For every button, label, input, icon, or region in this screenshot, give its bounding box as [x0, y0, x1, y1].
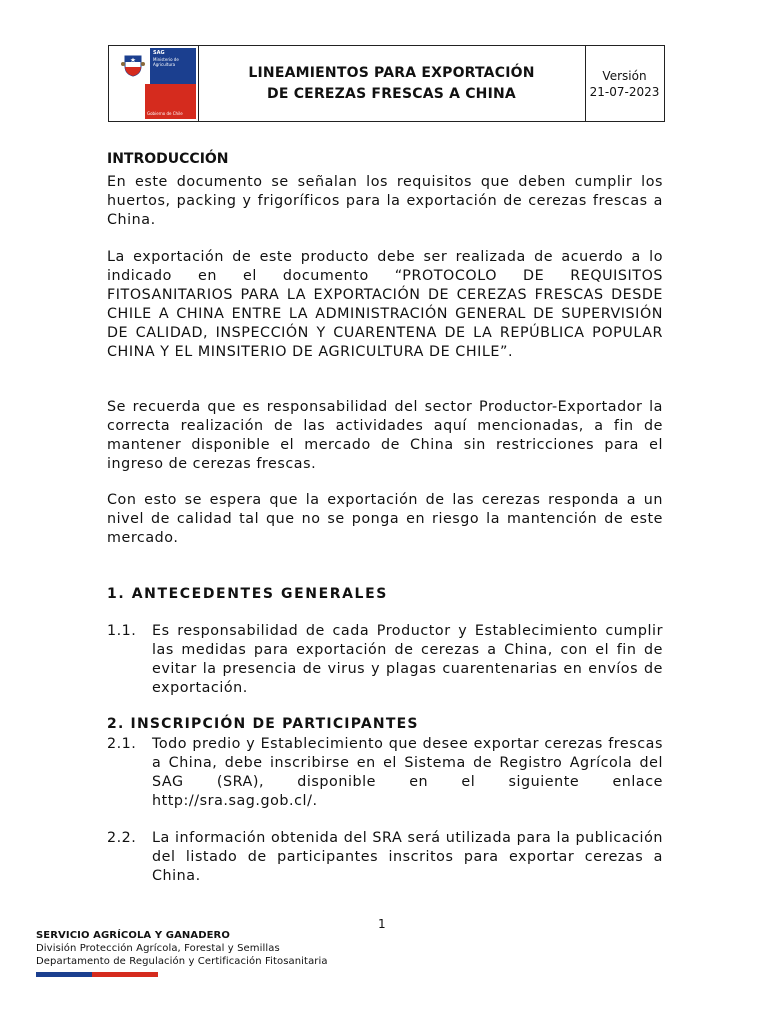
- footer-bar-blue: [36, 972, 92, 977]
- footer-division: División Protección Agrícola, Forestal y Semillas: [36, 943, 280, 954]
- header-version-cell: [585, 46, 664, 121]
- title-line-1: LINEAMIENTOS PARA EXPORTACIÓN: [248, 64, 535, 81]
- intro-paragraph-4: Con esto se espera que la exportación de las cerezas responda a un nivel de calidad tal que no se ponga en riesgo la mantención de este mercado.: [107, 492, 663, 546]
- logo-ministry: Ministerio de Agricultura: [153, 57, 179, 67]
- item-number: 1.1.: [107, 623, 137, 639]
- intro-paragraph-1: En este documento se señalan los requisitos que deben cumplir los huertos, packing y frigoríficos para la exportación de cerezas frescas a China.: [107, 174, 663, 228]
- logo-government: Gobierno de Chile: [147, 111, 183, 116]
- crest-icon: [121, 52, 145, 78]
- section-2-heading: 2. INSCRIPCIÓN DE PARTICIPANTES: [107, 716, 419, 732]
- item-text: Es responsabilidad de cada Productor y Establecimiento cumplir las medidas para exportación de cerezas a China, con el fin de evitar la presencia de virus y plagas cuarentenarias en envíos de exportación.: [152, 623, 663, 696]
- sag-logo: [109, 46, 198, 121]
- version-date: 21-07-2023: [589, 84, 660, 99]
- title-line-2: DE CEREZAS FRESCAS A CHINA: [267, 85, 516, 102]
- item-number: 2.2.: [107, 830, 137, 846]
- item-number: 2.1.: [107, 736, 137, 752]
- footer: [36, 929, 328, 968]
- item-text: Todo predio y Establecimiento que desee exportar cerezas frescas a China, debe inscribirse en el Sistema de Registro Agrícola del SAG (SRA), disponible en el siguiente enlace http://sra.sag.gob.cl/.: [152, 736, 663, 809]
- version-label: Versión: [602, 68, 647, 83]
- document-title: [248, 63, 534, 105]
- footer-bar-red: [92, 972, 158, 977]
- section-1-heading: 1. ANTECEDENTES GENERALES: [107, 586, 388, 602]
- page-number: 1: [378, 917, 386, 931]
- intro-heading: INTRODUCCIÓN: [107, 151, 229, 167]
- footer-department: Departamento de Regulación y Certificación Fitosanitaria: [36, 956, 328, 967]
- intro-paragraph-3: Se recuerda que es responsabilidad del sector Productor-Exportador la correcta realización de las actividades aquí mencionadas, a fin de mantener disponible el mercado de China sin restricciones para el ingreso de cerezas frescas.: [107, 399, 663, 472]
- header-title-cell: [198, 46, 586, 121]
- logo-name: SAG: [153, 50, 165, 56]
- header-table: [108, 45, 665, 122]
- footer-organization: SERVICIO AGRÍCOLA Y GANADERO: [36, 930, 230, 941]
- intro-paragraph-2: La exportación de este producto debe ser realizada de acuerdo a lo indicado en el documento “PROTOCOLO DE REQUISITOS FITOSANITARIOS PARA LA EXPORTACIÓN DE CEREZAS FRESCAS DESDE CHILE A CHINA ENTRE LA ADMINISTRACIÓN GENERAL DE SUPERVISIÓN DE CALIDAD, INSPECCIÓN Y CUARENTENA DE LA REPÚBLICA POPULAR CHINA Y EL MINSITERIO DE AGRICULTURA DE CHILE”.: [107, 249, 663, 360]
- header-logo-cell: [109, 46, 199, 121]
- item-text: La información obtenida del SRA será utilizada para la publicación del listado de participantes inscritos para exportar cerezas a China.: [152, 830, 663, 884]
